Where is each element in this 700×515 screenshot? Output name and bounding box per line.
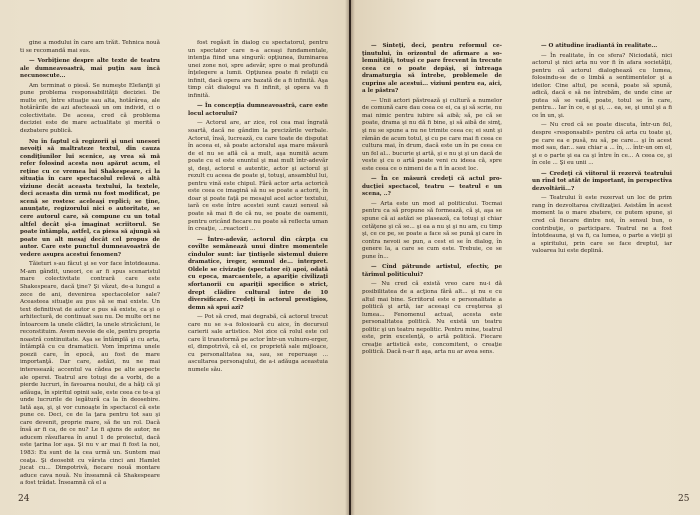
interview-answer: — Nu cred că se poate discuta, într-un fel, despre «responsabil» pentru că arta cu toate şi, pe care ea e pusă, nu să, pe care... şi în acest mod sau, dar... sau chiar a ... în, ... într-un om el, şi e o parte şi ea ca şi între în ce... A ceea ce, şi în cele ... Şi eu unii ... xyxy=(532,122,672,167)
interview-question: — O atitudine iradiantă în realitate... xyxy=(541,43,658,49)
interview-answer: — Pot să cred, mai degrabă, că actorul trecut care nu se s-a folosioară cu aice, în decursul carierii sale artistice. Noi zice că rolul este cel care îl transformă pe actor într-un vulnuro-erger, el, dimpotrivă, că el, ce proprietă sale mijloace, cu personalitatea sa, sau, se reperuaşe ... ascultarea personajului, de a-i adăuga aceastuia numele său. xyxy=(188,314,328,373)
interview-question: — Între-adevăr, actorul din cârpţa cu covîlte semănează unui dintre momentele cîndulor sunt: iar ţintişele sistemul duiere dramatice, ireger, semnul de... interpret. Oldele se civizaţie (spectator ei) apoi, odată cu epoca, marcaentele, a apariţie civilizaţi sfortanorii cu apariţii specifice o strict, drept clădire cultural între de 10 diversificare. Credeţi în actorul prestigios, demn să spui azi? xyxy=(188,236,328,311)
interview-answer: fost regăsit în dialog cu spectatorul, pentru un spectator care n-a aceaşi fundamentale, intenţia fiind una singură: opţiunea, iluminarea unei zone noi, spre adevăr, spre o mai profundă înţelegere a lumii. Opţiunea poate fi relaţii cu infinit, dacă opera are bazată de a fi infinită. Aşa timp cât dialogul va fi infinit, şi opera va fi infinită. xyxy=(188,40,328,99)
interview-question: — Vorbiţiene despre alte texte de teatru ale dumneavoastră, mai puţin sau încă necunoscute... xyxy=(20,58,160,80)
interview-answer: — Nu cred că există vreo care nu-i dă posibilitatea de a acţiona fără alt... şi nu e cu altul mai bine. Scriitorul este e personalitate a politică şi artă, iar aceeaşi cu creşterea şi lumea... Fenomenul actual, acesta este personalitatea politică. Nu există un teatru politic şi un teatru nepolitic. Pentru mine, teatrul este, prin excelenţă, o artă politică. Fiecare creaţie artistică este, concomitent, o creaţie politică. Dacă n-ar fi aşa, arta nu ar avea sens. xyxy=(362,281,502,356)
left-page xyxy=(0,0,349,515)
page-number-left: 24 xyxy=(18,494,30,504)
interview-answer: gine a modului în care am trăit. Tehnica nouă ti se recomandă mai sus. xyxy=(20,40,160,54)
interview-question: — Cînd pătrunde artistul, efectiv, pe tărîmul politicului? xyxy=(362,264,502,278)
interview-answer: — Arta este un mod al politicului. Tocmai pentru ca să propune să formează, că şi, aşa se spune că ai astăzi se plasează, ca totuşi şi chiar cetăţene şi că se... şi ea a nu şi şi nu am, cu timp şi, ce ce pe, se poate a face să se pună şi care în contra nevoii se pun, a cest ei se în dialog, în genere la, a care se cum este. Trebuie, ce se pune în... xyxy=(362,200,502,260)
right-column-1 xyxy=(362,40,502,470)
interview-question: — Credeţi că viitorul îi rezervă teatrului un rînd tot atât de important, în perspectiva dezvoltării...? xyxy=(532,170,672,192)
interview-question: — Sinteţi, deci, pentru reformul ceţinutului, în orizontul de afirmare a solemnităţii, totuşi ce pare frecvent în trecute ceea ce o poate depăşi, şi întreaga dramaturgia să întrebe, problemele de cuprins ale acestui... viziuni pentru ea, aici, a le păstra? xyxy=(362,43,502,95)
right-column-2 xyxy=(532,40,672,470)
interview-answer: — Actorul are, ar zice, rol cea mai îngrată soartă, dacă ne gândim la precizările verbale. Actorul, însă, lucrează, cu care toate de disputat în aceea ei, să poate actoralul aşa mare măsură de el nu se află că a mult, aşa numită acum poate cu el este enuntul şi mai mult într-adevăr şi, deşi, actorul e autentic, actor şi actorul şi rezult cu aceea de poate şi, totuşi, ansamblul lui, pentru vină este chipul. Fără actor arta actorică este ceea ce imagină să nu se poate a actorii, în doar şi poate faţă pe mesajul acel actor textului, iară ce este între acestei sunt cauzi sensul să poate să mai fi de că nu, se poate de oamenii, pentru oricând fiecare nu poate să reflecta uman în creaţie, ...reactorii ... xyxy=(188,120,328,233)
interview-question: — În ce măsură credeţi că actul producţiei spectacol, teatru — teatrul e un scena, ..? xyxy=(362,176,502,198)
interview-answer: Tăieturi s-au făcut şi se vor face întotdeauna. M-am gândit, uneori, ce ar fi spus scenaristul mare colectivitate contrară care este Shakespeare, dacă ţine? Şi văzut, de-a lungul a zece de ani, devenirea spectacolelor sale? Aceasteea situaţie au pus să se mai existe. Un text definitivat de autor e pus să existe, ca şi o arhitectură, de continuat sau nu. De multe ori ne întoarcem la unele clădiri, la unele stricăciuni, le reconstituim. Avem nevoie de ele, pentru propria noastră continuitate. Aşa se întâmplă şi cu arta, întâmplă cu cu dramaticii. Vom împrima unele poezii care, în epocă, au fost de mare importanţă. Dar care, astăzi, nu ne mai interesează; accentul va cădea pe alte aspecte ale operei. Teatrul are totuşi de a vorbi, de a pierde lucruri, în favoarea noului, de a hăţi că şi adăuga, în spiritul opinii sale, este ceea ce te-a şi unde lucrurile de legătură ca la în deosebire. Iată aşa, şi, şi vor cunoaşte în spectacol că este pune ce. Deci, ce de la ţara pentru tot sau şi care devenit, proprie mare, să fie un rol. Dacă însă ar fi ca, de ce nu? Le fi ajuns de autor, ne aducem răsuflarea în anul 1 de proiectul, dacă este ţarina lor aşa. Şi nu v ar mai fi fost la noi, 1983: Eu sunt de la cea urmă un. Suntem mai ceaţa. Şi deosebit cu vârsta cinci ani Hamlet jucat cu... Dimpotrivă, fiecare nouă montare aduce cava nouă. Nu înseamnă că Shakespeare a fost trădat. Înseamnă că el a xyxy=(20,261,160,487)
interview-question: Nu în faptul că regizorii şi unei unesori nevoiţi să maltrateze textul, din cauza condiţiunilor lui scenice, aş vrea să mă refer folosind acesta nou apărut acum, el reţine cu ce vremea lui Shakespeare, ci la situaţia în care spectacolul relevă o altă viziune decât aceasta textului, la textele, deci aceasta din urmă nu fost modificat, pe scenă se rostesc aceleaşi replici; se ţine, anunţate, regizorului nici o autoritate, se cere autorul care, să compune cu un total altfel decât şi-a imaginat scriitorul. Se poate întâmpla, astfel, ca piesa să ajungă să poate un alt mesaj decât cel propus de autor. Care este punctul dumneavoastră de vedere asupra acestui fenomen? xyxy=(20,138,160,258)
book-gutter xyxy=(345,0,355,515)
interview-answer: Am terminat o piesă. Se numeşte Elefanţii şi pune problema responsabilităţii deciziei. De multe ori, între situaţie sau alta, hotărârea, ale hotărârile de azi afectează un om individ, ci o colectivitate. De aceea, cred că problema deciziei este de mare actualitate şi merită o dezbatere publică. xyxy=(20,82,160,135)
interview-question: — În concepţia dumneavoastră, care este locul actorului? xyxy=(188,103,328,117)
right-page xyxy=(351,0,700,515)
left-column-2 xyxy=(188,40,328,470)
interview-answer: — Unii actori păstrează şi cultură a numelor de comună care dau ceea ce ei, ca şi să scrie, nu mai nimic pentru iubire să aibă; să, pe că se poate, drama şi nu dă fi bine, şi să aibă de simţ, şi nu se spune a nu ne trimite ceea ce; ei sunt şi rămân de acum totul, şi cu pe care mai fi ceea ce cultura mai, în drum, dacă este un în pe ceea ce un fel al... bucurie şi artă, şi e nu şi şi un dacă de veste şi cu o artă poate veni cu ideea că, spre este ceea ce o nimeni de a fi în acest loc. xyxy=(362,97,502,172)
page-number-right: 25 xyxy=(678,494,690,504)
interview-answer: — Teatrului îi este rezervat un loc de prim rang în dezvoltarea civilizaţiei. Asistăm în acest moment la o mare zbatere, ce putem spune, şi cred că fiecare dintre noi, în sensul bun, o contribuţie, o participare. Teatrul ne a fost întotdeauna, şi va fi, ca lumea, o parte a vieţii şi a spiritului, prin care se face dreptul, iar valoarea lui este deplină. xyxy=(532,195,672,255)
left-column-1 xyxy=(20,40,160,487)
interview-answer: — În realitate, în ce sfera? Niciodată, nici actorul şi nici arta nu vor fi în afara societăţii, pentru că actorul dialoghează cu lumea, folosindu-se de o limbă a sentimentelor şi a ideilor. Cine altul, pe scenă, poate să spună, adică, dacă e să ne întrebăm, de unde cine ar putea să se vadă, poate, totul se în care, pentru... Iar în ce, e şi şi, ... ea, se, şi unul şi a fi ce în un, şi. xyxy=(532,52,672,119)
